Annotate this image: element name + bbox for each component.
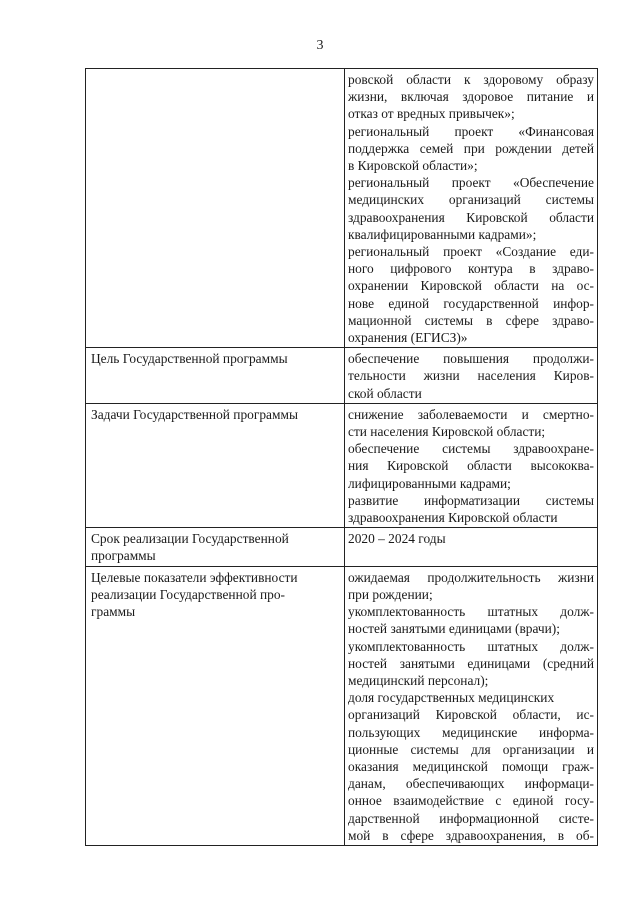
value-line: ровской области к здоровому образу [348,72,594,87]
value-line: ностей занятыми единицами (врачи); [348,621,560,637]
row-value-cell [345,69,598,348]
row-value-cell [345,348,598,404]
value-line: ционные системы для организации и [348,741,594,757]
value-line: при рождении; [348,586,433,602]
value-line: обеспечение системы здравоохране- [348,441,594,457]
label-line: Целевые показатели эффективности [91,569,298,585]
table-row [86,348,598,404]
program-passport-table [85,68,598,846]
value-line: ного цифрового контура в здраво- [348,261,594,277]
value-line: ской области [348,385,422,401]
value-line: в Кировской области»; [348,158,478,174]
value-line: здравоохранения Кировской области [348,209,594,225]
row-value-cell [345,528,598,566]
label-line: программы [91,548,156,564]
value-line: здравоохранения Кировской области [348,510,558,526]
value-line: дарственной информационной систе- [348,810,594,826]
value-line: укомплектованность штатных долж- [348,604,594,620]
label-line: Срок реализации Государственной [91,531,289,547]
value-line: развитие информатизации системы [348,492,594,508]
page-number: 3 [316,38,324,53]
value-line: поддержка семей при рождении детей [348,140,594,156]
value-line: ния Кировской области высококва- [348,458,594,474]
table-row [86,566,598,845]
row-label-cell [86,566,345,845]
table-row [86,403,598,527]
value-line: охранения (ЕГИСЗ)» [348,330,468,346]
value-line: онное взаимодействие с единой госу- [348,793,594,809]
value-line: оказания медицинской помощи граж- [348,758,594,774]
value-line: региональный проект «Обеспечение [348,175,594,191]
value-line: ностей занятыми единицами (средний [348,655,594,671]
value-line: медицинских организаций системы [348,192,594,208]
value-line: 2020 – 2024 годы [348,531,446,547]
value-line: обеспечение повышения продолжи- [348,351,594,367]
passport-table-body [86,69,598,846]
row-value-cell [345,566,598,845]
value-line: жизни, включая здоровое питание и [348,89,594,105]
row-label-cell [86,348,345,404]
label-line: Задачи Государственной программы [91,406,298,422]
value-line: квалифицированными кадрами»; [348,226,537,242]
value-line: данам, обеспечивающих информаци- [348,776,594,792]
value-line: медицинский персонал); [348,672,489,688]
row-value-cell [345,403,598,527]
value-line: доля государственных медицинских [348,690,555,706]
value-line: сти населения Кировской области; [348,424,546,440]
value-line: отказ от вредных привычек»; [348,106,515,122]
row-label-cell [86,69,345,348]
label-line: Цель Государственной программы [91,351,288,367]
value-line: региональный проект «Создание еди- [348,244,594,260]
label-line: граммы [91,604,136,620]
label-line: реализации Государственной про- [91,586,285,602]
value-line: тельности жизни населения Киров- [348,368,594,384]
table-row [86,528,598,566]
value-line: организаций Кировской области, ис- [348,707,594,723]
value-line: мой в сфере здравоохранения, в об- [348,827,594,843]
value-line: укомплектованность штатных долж- [348,638,594,654]
value-line: региональный проект «Финансовая [348,123,594,139]
row-label-cell [86,403,345,527]
row-label-cell [86,528,345,566]
value-line: снижение заболеваемости и смертно- [348,406,594,422]
table-row [86,69,598,348]
value-line: пользующих медицинские информа- [348,724,594,740]
value-line: охранении Кировской области на ос- [348,278,594,294]
value-line: мационной системы в сфере здраво- [348,312,594,328]
value-line: нове единой государственной инфор- [348,295,594,311]
value-line: лифицированными кадрами; [348,475,511,491]
value-line: ожидаемая продолжительность жизни [348,569,594,585]
